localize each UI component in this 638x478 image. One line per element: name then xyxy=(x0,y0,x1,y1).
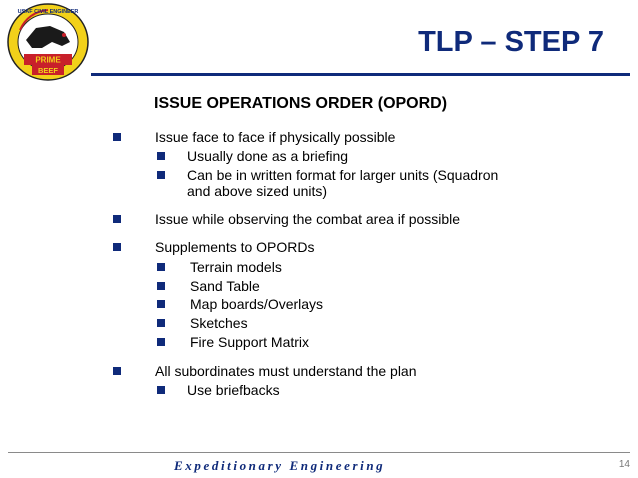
bullet-square-icon xyxy=(157,386,165,394)
bullet-item-4: All subordinates must understand the plan xyxy=(155,363,417,379)
sub-bullet-1-1: Usually done as a briefing xyxy=(187,148,349,164)
logo-ring-text: USAF CIVIL ENGINEER xyxy=(17,9,79,15)
sub-bullet-1-2-cont: and above sized units) xyxy=(187,183,328,199)
bullet-square-icon xyxy=(157,263,165,271)
prime-beef-logo xyxy=(6,2,90,82)
bullet-item-2: Issue while observing the combat area if possible xyxy=(155,211,461,227)
bullet-item-3: Supplements to OPORDs xyxy=(155,239,315,255)
logo-banner-beef: BEEF xyxy=(37,66,59,75)
bullet-square-icon xyxy=(157,300,165,308)
page-number: 14 xyxy=(618,459,630,470)
bullet-square-icon xyxy=(157,319,165,327)
bullet-square-icon xyxy=(157,152,165,160)
bullet-square-icon xyxy=(157,171,165,179)
bullet-square-icon xyxy=(157,282,165,290)
sub-bullet-1-2: Can be in written format for larger units (Squadron xyxy=(187,167,499,183)
footer-divider xyxy=(8,452,630,453)
bullet-item-1: Issue face to face if physically possible xyxy=(155,129,396,145)
slide-subtitle: ISSUE OPERATIONS ORDER (OPORD) xyxy=(154,95,448,112)
sub-bullet-3-3: Map boards/Overlays xyxy=(190,296,324,312)
bullet-square-icon xyxy=(113,367,121,375)
logo-banner-prime: PRIME xyxy=(35,55,61,65)
bullet-square-icon xyxy=(157,338,165,346)
sub-bullet-3-4: Sketches xyxy=(190,315,248,331)
sub-bullet-3-2: Sand Table xyxy=(190,278,260,294)
sub-bullet-4-1: Use briefbacks xyxy=(187,382,280,398)
title-divider xyxy=(91,73,630,76)
sub-bullet-3-1: Terrain models xyxy=(190,259,282,275)
bullet-square-icon xyxy=(113,133,121,141)
footer-text: Expeditionary Engineering xyxy=(174,458,386,473)
bullet-square-icon xyxy=(113,243,121,251)
slide-title: TLP – STEP 7 xyxy=(418,26,604,58)
bullet-square-icon xyxy=(113,215,121,223)
sub-bullet-3-5: Fire Support Matrix xyxy=(190,334,310,350)
